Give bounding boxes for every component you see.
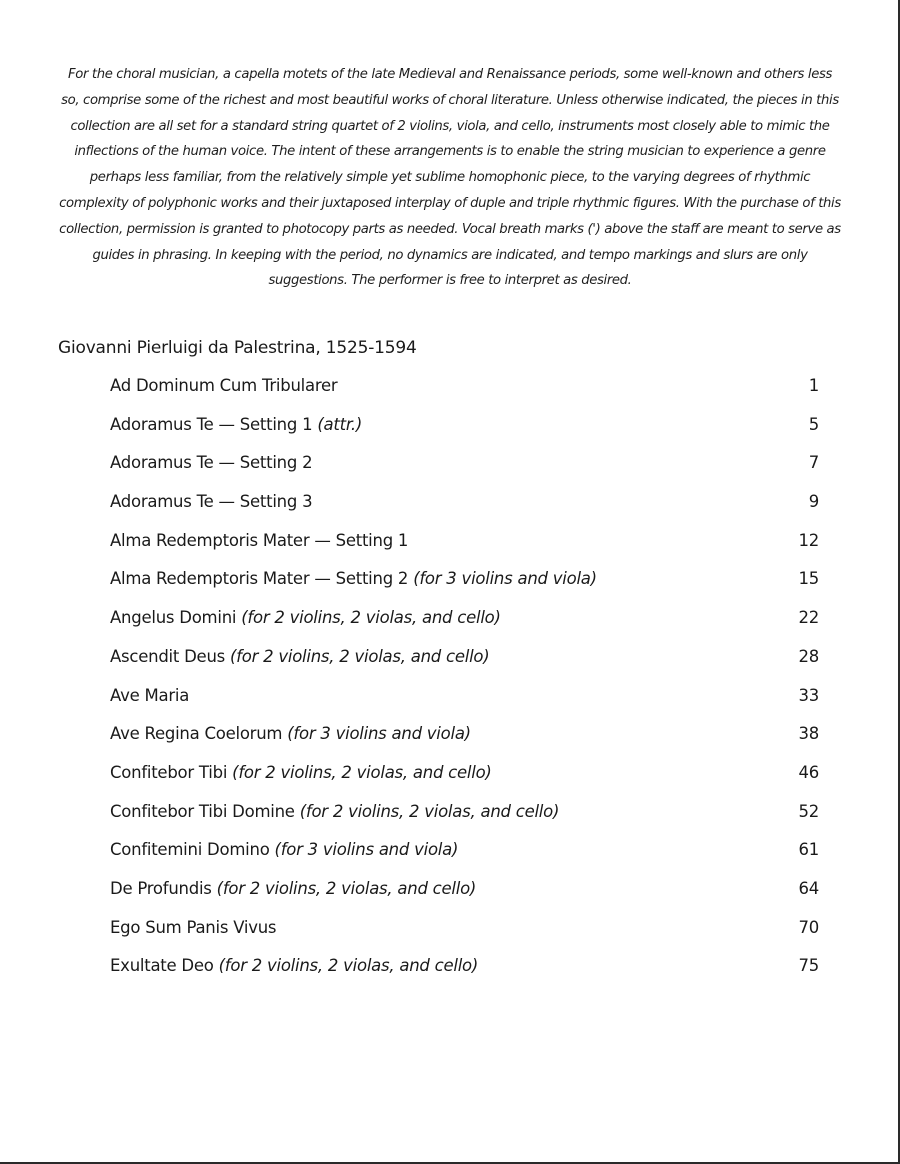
page-number: 22	[798, 608, 819, 628]
piece-title: Exultate Deo	[110, 956, 219, 976]
page-number: 52	[798, 801, 819, 821]
toc-entry	[110, 412, 822, 451]
toc-entry	[110, 683, 822, 722]
instrumentation-note: (for 2 violins, 2 violas, and cello)	[230, 646, 490, 666]
instrumentation-note: (for 3 violins and viola)	[413, 569, 597, 589]
piece-title: Ad Dominum Cum Tribularer	[110, 376, 338, 395]
toc-entry	[110, 760, 822, 799]
toc-entry	[110, 721, 822, 760]
instrumentation-note: (attr.)	[317, 414, 363, 434]
composer-heading: Giovanni Pierluigi da Palestrina, 1525-1594	[58, 338, 417, 358]
toc-entry	[110, 605, 822, 644]
page-number: 38	[798, 724, 819, 744]
page-number: 61	[798, 840, 819, 860]
toc-entry-title	[110, 683, 189, 709]
piece-title: Confitebor Tibi Domine	[110, 801, 300, 821]
piece-title: De Profundis	[110, 878, 217, 898]
page-number: 33	[798, 685, 819, 705]
piece-title: Alma Redemptoris Mater — Setting 2	[110, 569, 414, 589]
instrumentation-note: (for 2 violins, 2 violas, and cello)	[216, 878, 477, 898]
toc-entry	[110, 644, 822, 683]
piece-title: Confitebor Tibi	[110, 762, 233, 782]
table-of-contents	[110, 373, 822, 992]
toc-entry	[110, 566, 822, 605]
instrumentation-note: (for 2 violins, 2 violas, and cello)	[232, 762, 492, 782]
instrumentation-note: (for 2 violins, 2 violas, and cello)	[241, 608, 501, 628]
toc-entry-title	[110, 605, 501, 631]
page-number: 1	[808, 376, 819, 395]
toc-entry	[110, 876, 822, 915]
page-number: 9	[808, 492, 819, 512]
toc-entry-title	[110, 489, 312, 515]
piece-title: Ego Sum Panis Vivus	[110, 917, 277, 937]
toc-entry-title	[110, 876, 476, 902]
piece-title: Adoramus Te — Setting 2	[110, 453, 313, 473]
instrumentation-note: (for 3 violins and viola)	[287, 724, 471, 744]
toc-entry	[110, 489, 822, 528]
toc-entry-title	[110, 721, 471, 747]
piece-title: Adoramus Te — Setting 3	[110, 492, 313, 512]
toc-entry	[110, 373, 822, 412]
toc-entry-title	[110, 953, 478, 979]
toc-entry-title	[110, 566, 597, 592]
toc-entry-title	[110, 412, 362, 438]
instrumentation-note: (for 2 violins, 2 violas, and cello)	[299, 801, 560, 821]
piece-title: Confitemini Domino	[110, 840, 275, 860]
instrumentation-note: (for 2 violins, 2 violas, and cello)	[218, 956, 479, 976]
toc-entry-title	[110, 450, 312, 476]
page-number: 75	[798, 956, 819, 976]
toc-entry	[110, 528, 822, 567]
toc-entry-title	[110, 915, 276, 941]
piece-title: Ave Maria	[110, 685, 190, 705]
instrumentation-note: (for 3 violins and viola)	[274, 840, 459, 860]
toc-entry	[110, 837, 822, 876]
page-number: 15	[798, 569, 819, 589]
page-number: 12	[798, 530, 819, 550]
intro-paragraph: For the choral musician, a capella motets of the late Medieval and Renaissance periods, some well-known and others less so, comprise some of the richest and most beautiful works of choral literature. Unless otherwise indicated, the pieces in this collection are all set for a standard string quartet of 2 violins, viola, and cello, instruments most closely able to mimic the inflections of the human voice. The intent of these arrangements is to enable the string musician to experience a genre perhaps less familiar, from the relatively simple yet sublime homophonic piece, to the varying degrees of rhythmic complexity of polyphonic works and their juxtaposed interplay of duple and triple rhythmic figures. With the purchase of this collection, permission is granted to photocopy parts as needed. Vocal breath marks (') above the staff are meant to serve as guides in phrasing. In keeping with the period, no dynamics are indicated, and tempo markings and slurs are only suggestions. The performer is free to interpret as desired.	[59, 67, 841, 289]
piece-title: Ave Regina Coelorum	[110, 724, 288, 744]
page-number: 46	[798, 762, 819, 782]
toc-entry	[110, 450, 822, 489]
toc-entry-title	[110, 837, 458, 863]
toc-entry-title	[110, 528, 408, 554]
toc-entry-title	[110, 644, 489, 670]
page-number: 7	[808, 453, 819, 473]
piece-title: Adoramus Te — Setting 1	[110, 414, 318, 434]
toc-entry	[110, 953, 822, 992]
page-number: 70	[798, 917, 819, 937]
toc-entry	[110, 799, 822, 838]
piece-title: Angelus Domini	[110, 608, 242, 628]
piece-title: Ascendit Deus	[110, 646, 230, 666]
toc-entry	[110, 915, 822, 954]
toc-entry-title	[110, 799, 559, 825]
page-number: 64	[798, 878, 819, 898]
page-number: 28	[798, 646, 819, 666]
piece-title: Alma Redemptoris Mater — Setting 1	[110, 530, 409, 550]
page-number: 5	[808, 414, 819, 434]
toc-entry-title	[110, 373, 337, 399]
toc-entry-title	[110, 760, 492, 786]
